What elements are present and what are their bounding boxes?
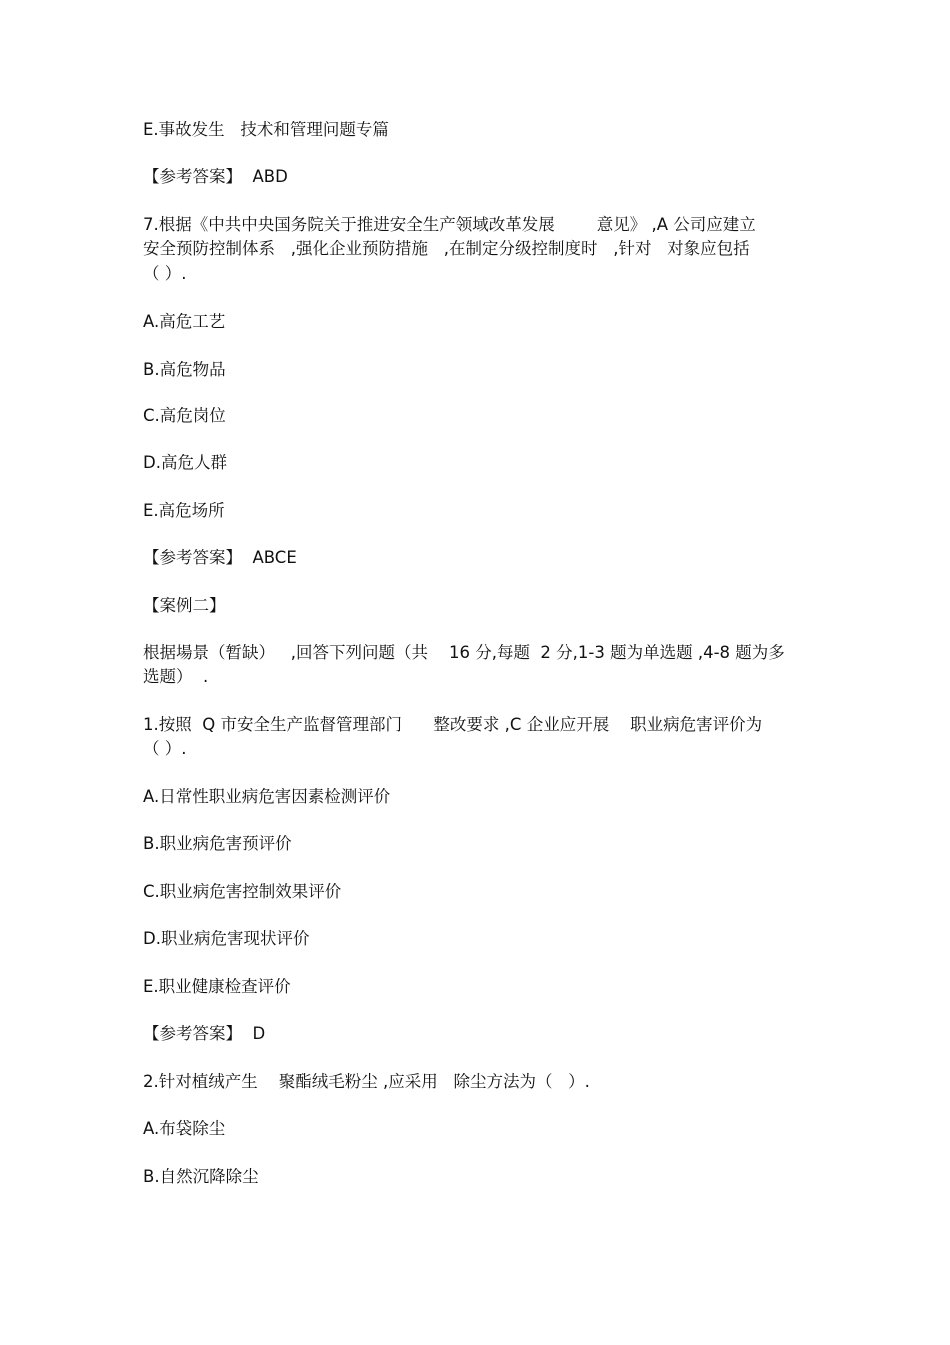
option-e-c1: E.职业健康检查评价 [143,977,291,996]
option-b-c1: B.职业病危害预评价 [143,834,292,853]
option-c-q7: C.高危岗位 [143,406,226,425]
option-c-c1: C.职业病危害控制效果评价 [143,882,342,901]
case-question-2: 2.针对植绒产生 聚酯绒毛粉尘 ,应采用 除尘方法为（ ）. [143,1072,590,1091]
option-a-c1: A.日常性职业病危害因素检测评价 [143,787,391,806]
option-e-q6: E.事故发生 技术和管理问题专篇 [143,120,389,139]
option-b-q7: B.高危物品 [143,360,226,379]
option-e-q7: E.高危场所 [143,501,225,520]
question-7-line-3: （ ）. [143,264,187,283]
question-7-line-2: 安全预防控制体系 ,强化企业预防措施 ,在制定分级控制度时 ,针对 对象应包括 [143,239,750,258]
case-heading: 【案例二】 [143,596,226,615]
option-a-q7: A.高危工艺 [143,312,226,331]
answer-q7: 【参考答案】 ABCE [143,548,297,567]
option-a-c2: A.布袋除尘 [143,1119,226,1138]
option-d-q7: D.高危人群 [143,453,227,472]
case-intro-line-1: 根据場景（暂缺） ,回答下列问题（共 16 分,每题 2 分,1-3 题为单选题 ,4-8 题为多 [143,643,785,662]
case-question-1-line-2: （ ）. [143,739,187,758]
case-question-1-line-1: 1.按照 Q 市安全生产监督管理部门 整改要求 ,C 企业应开展 职业病危害评价为 [143,715,763,734]
answer-q6: 【参考答案】 ABD [143,167,288,186]
answer-c1: 【参考答案】 D [143,1024,266,1043]
option-b-c2: B.自然沉降除尘 [143,1167,259,1186]
case-intro-line-2: 选题） . [143,667,209,686]
option-d-c1: D.职业病危害现状评价 [143,929,310,948]
question-7-line-1: 7.根据《中共中央国务院关于推进安全生产领域改革发展 意见》 ,A 公司应建立 [143,215,756,234]
